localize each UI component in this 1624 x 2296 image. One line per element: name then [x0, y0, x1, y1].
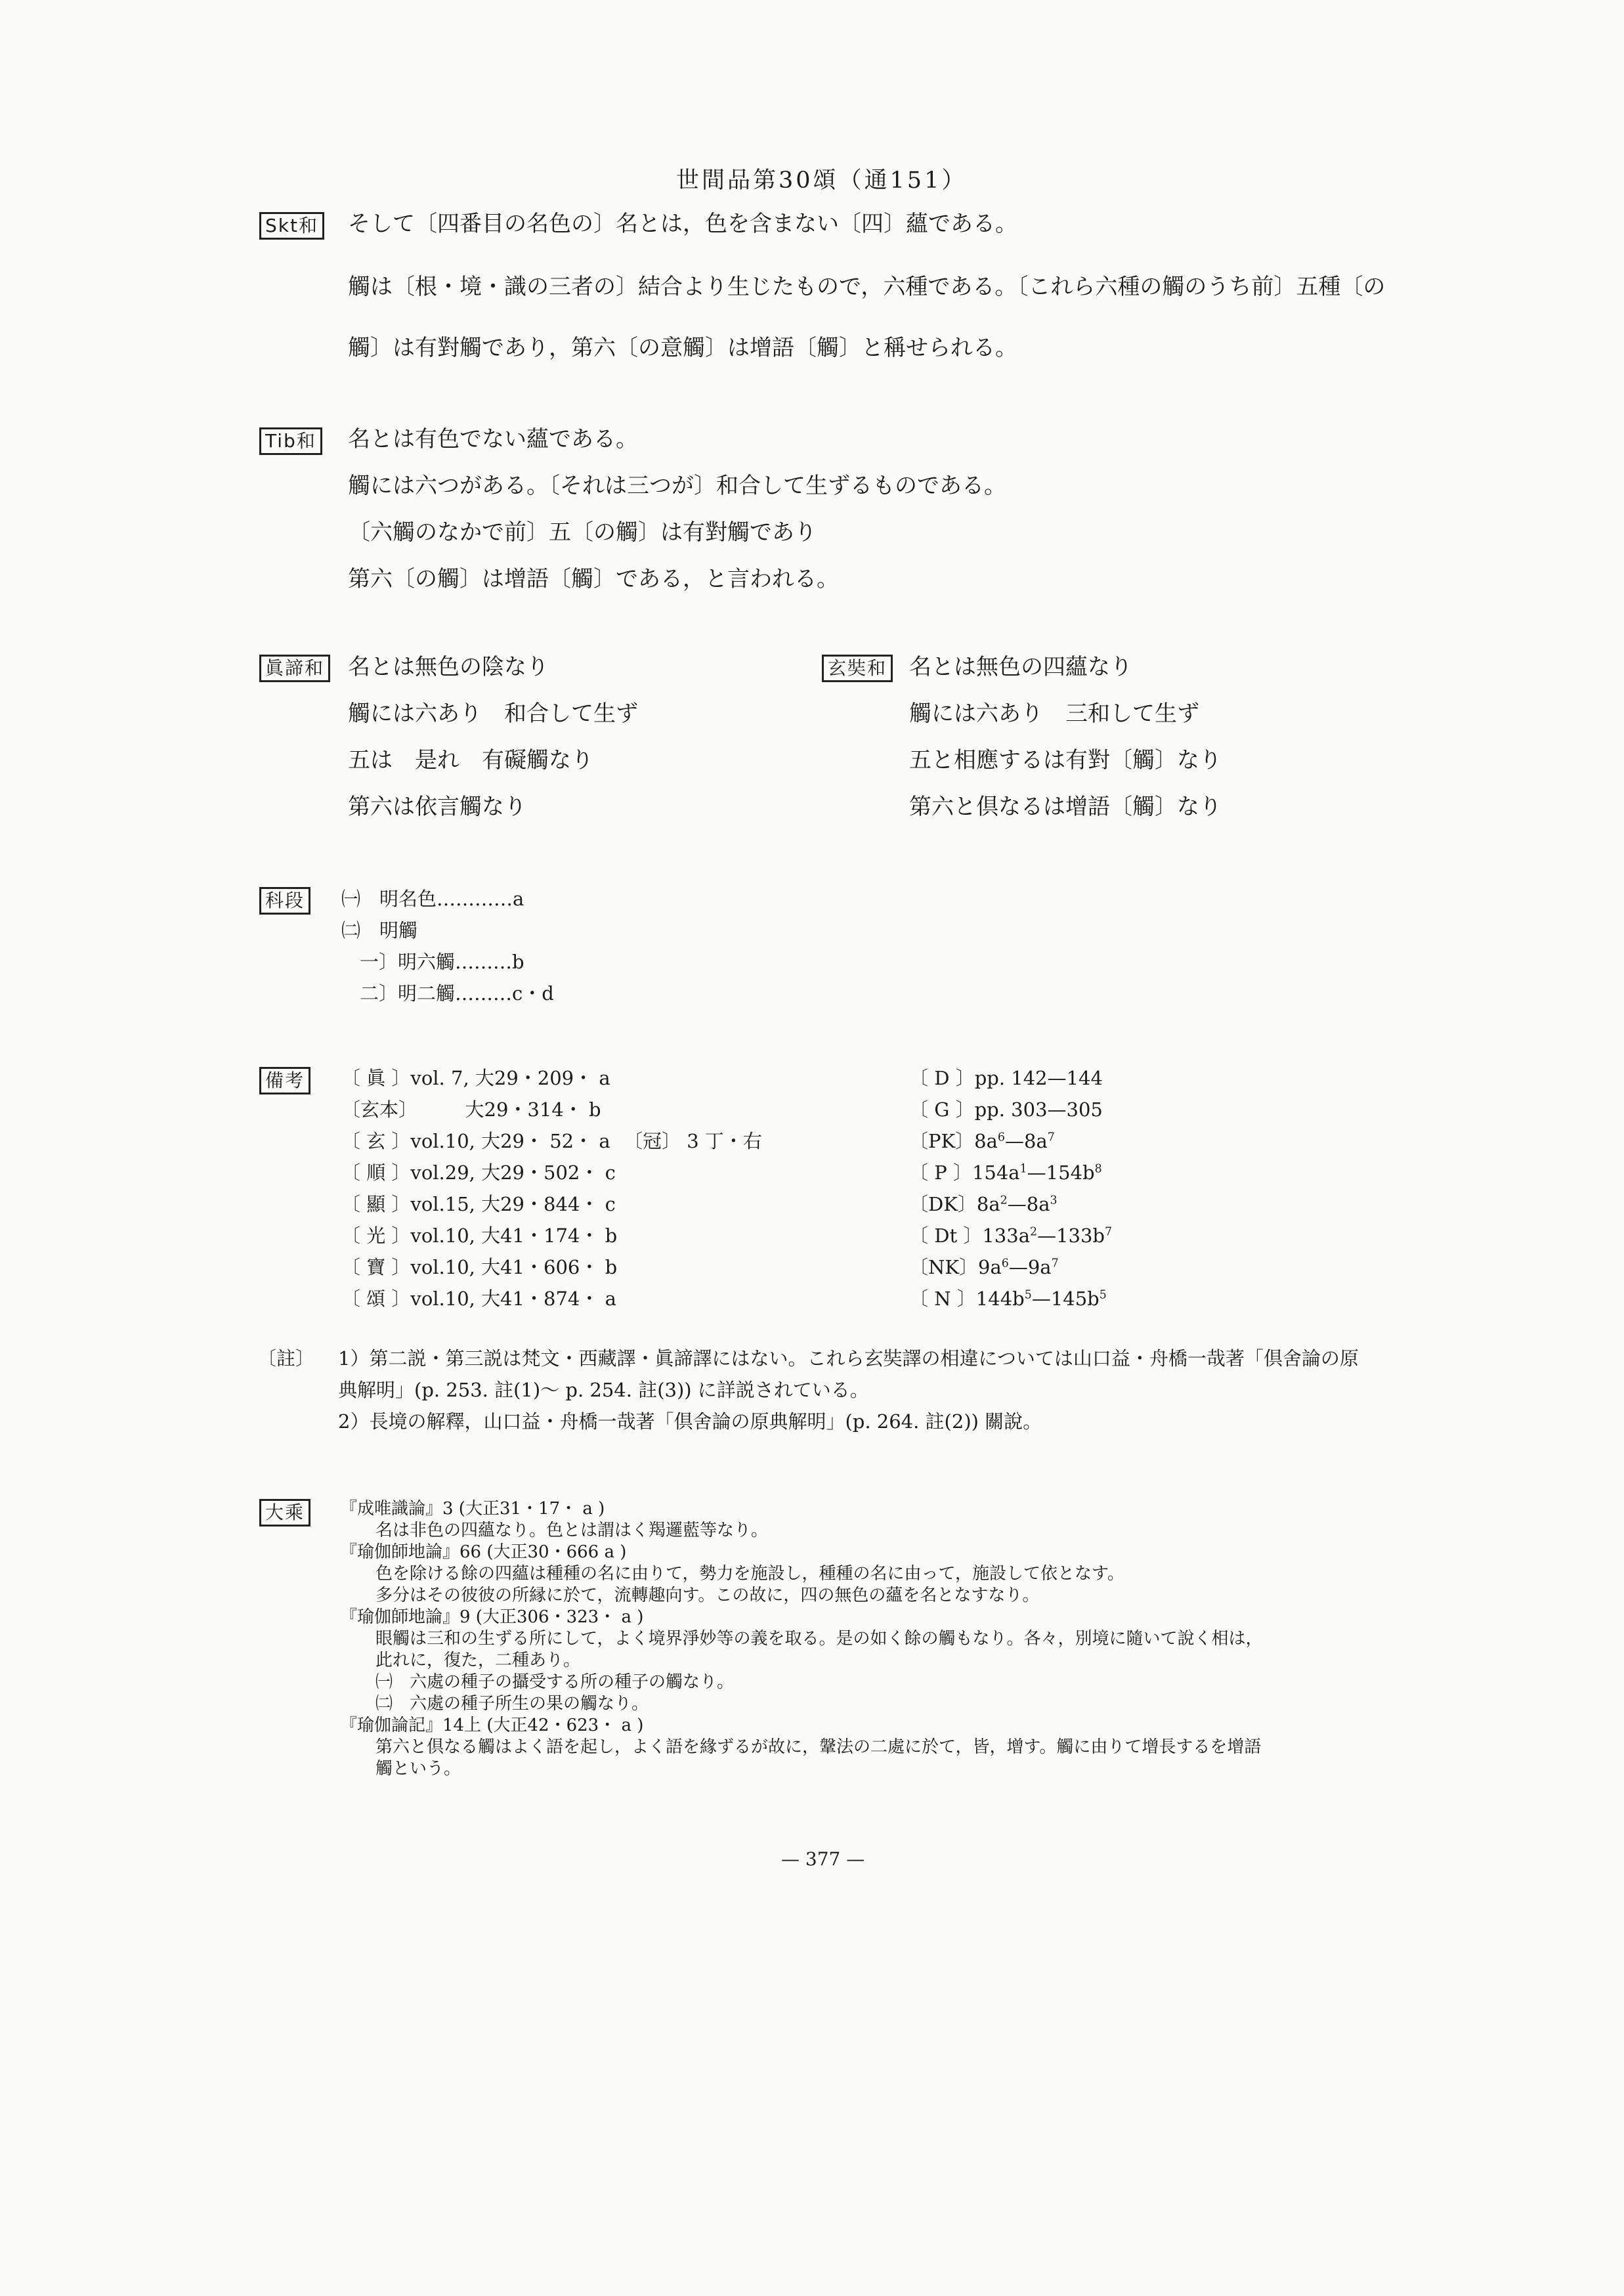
biko-left-1: 〔 眞 〕vol. 7, 大29・209・ a	[341, 1067, 610, 1089]
xuanzang-line-2: 觸には六あり 三和して生ず	[909, 701, 1199, 727]
taijo-line: 『瑜伽師地論』9 (大正306・323・ a )	[340, 1607, 644, 1627]
taijo-line: ㈠ 六處の種子の攝受する所の種子の觸なり。	[375, 1672, 735, 1692]
taijo-line: 觸という。	[375, 1759, 461, 1779]
xuanzang-line-4: 第六と倶なるは增語〔觸〕なり	[909, 794, 1222, 820]
kedan-line-3: 一〕明六觸………b	[360, 951, 524, 973]
note-line-1: 1）第二説・第三説は梵文・西藏譯・眞諦譯にはない。これら玄奘譯の相違については山口益・舟橋一哉著「倶舍論の原	[338, 1347, 1359, 1370]
skt-line-1: そして〔四番目の名色の〕名とは，色を含まない〔四〕蘊である。	[348, 211, 1017, 237]
biko-right-5: 〔DK〕$8a^2—8a^3$	[909, 1193, 1058, 1215]
zhendi-line-3: 五は 是れ 有礙觸なり	[348, 747, 593, 773]
taijo-line: 色を除ける餘の四蘊は種種の名に由りて，勢力を施設し，種種の名に由って，施設して依となす。	[375, 1564, 1124, 1584]
kedan-line-4: 二〕明二觸………c・d	[360, 982, 554, 1005]
taijo-line: 『瑜伽論記』14上 (大正42・623・ a )	[340, 1716, 644, 1735]
skt-label: Skt和	[259, 212, 324, 240]
zhendi-line-4: 第六は依言觸なり	[348, 794, 526, 820]
taijo-line: ㈡ 六處の種子所生の果の觸なり。	[375, 1694, 649, 1714]
kedan-line-2: ㈡ 明觸	[341, 919, 418, 942]
biko-left-7: 〔 寶 〕vol.10, 大41・606・ b	[341, 1256, 618, 1278]
biko-guan: 〔冠〕 3 丁・右	[624, 1130, 762, 1152]
taijo-line: 『成唯識論』3 (大正31・17・ a )	[340, 1499, 605, 1519]
biko-right-8: 〔 N 〕$144b^5—145b^5$	[909, 1288, 1107, 1310]
biko-left-4: 〔 順 〕vol.29, 大29・502・ c	[341, 1161, 616, 1184]
zhendi-line-2: 觸には六あり 和合して生ず	[348, 701, 638, 727]
biko-left-6: 〔 光 〕vol.10, 大41・174・ b	[341, 1224, 618, 1247]
xuanzang-label: 玄奘和	[822, 655, 893, 682]
taijo-label: 大乘	[259, 1499, 310, 1527]
note-line-3: 2）長境の解釋，山口益・舟橋一哉著「倶舍論の原典解明」(p. 264. 註(2)) 關說。	[338, 1410, 1042, 1433]
notes-label: 〔註〕	[257, 1347, 315, 1370]
taijo-line: 名は非色の四蘊なり。色とは謂はく羯邏藍等なり。	[375, 1521, 769, 1540]
tib-line-4: 第六〔の觸〕は增語〔觸〕である，と言われる。	[348, 566, 839, 592]
xuanzang-line-3: 五と相應するは有對〔觸〕なり	[909, 747, 1222, 773]
taijo-line: 此れに，復た，二種あり。	[375, 1651, 581, 1670]
tib-label: Tib和	[259, 427, 322, 455]
biko-left-2: 〔玄本〕 大29・314・ b	[341, 1098, 601, 1121]
zhendi-label: 眞諦和	[259, 655, 330, 682]
kedan-label: 科段	[259, 887, 310, 915]
xuanzang-line-1: 名とは無色の四蘊なり	[909, 654, 1132, 680]
tib-line-3: 〔六觸のなかで前〕五〔の觸〕は有對觸であり	[348, 519, 817, 546]
biko-left-8: 〔 頌 〕vol.10, 大41・874・ a	[341, 1288, 616, 1310]
biko-left-3: 〔 玄 〕vol.10, 大29・ 52・ a	[341, 1130, 610, 1152]
taijo-line: 多分はその彼彼の所縁に於て，流轉趣向す。この故に，四の無色の蘊を名となすなり。	[375, 1586, 1040, 1605]
biko-right-1: 〔 D 〕pp. 142—144	[909, 1067, 1103, 1089]
biko-label: 備考	[259, 1067, 310, 1094]
biko-right-2: 〔 G 〕pp. 303—305	[909, 1098, 1103, 1121]
page-title: 世間品第30頌（通151）	[676, 167, 968, 194]
skt-line-2: 觸は〔根・境・識の三者の〕結合より生じたもので，六種である。〔これら六種の觸のうち前〕五種〔の	[348, 274, 1386, 300]
taijo-line: 眼觸は三和の生ずる所にして，よく境界淨妙等の義を取る。是の如く餘の觸もなり。各々，別境に隨いて說く相は，	[375, 1629, 1263, 1649]
note-line-2: 典解明」(p. 253. 註(1)～ p. 254. 註(3)) に詳説されている。	[338, 1379, 869, 1401]
biko-right-3: 〔PK〕$8a^6—8a^7$	[909, 1130, 1055, 1152]
taijo-line: 『瑜伽師地論』66 (大正30・666 a )	[340, 1542, 627, 1562]
tib-line-1: 名とは有色でない蘊である。	[348, 426, 638, 452]
biko-right-4: 〔 P 〕$154a^1—154b^8$	[909, 1161, 1102, 1184]
page-number: — 377 —	[781, 1848, 865, 1870]
biko-left-5: 〔 顯 〕vol.15, 大29・844・ c	[341, 1193, 616, 1215]
biko-right-7: 〔NK〕$9a^6—9a^7$	[909, 1256, 1059, 1278]
tib-line-2: 觸には六つがある。〔それは三つが〕和合して生ずるものである。	[348, 473, 1006, 499]
taijo-line: 第六と倶なる觸はよく語を起し，よく語を緣ずるが故に，鞶法の二處に於て，皆，增す。觸に由りて增長するを增語	[375, 1737, 1262, 1757]
zhendi-line-1: 名とは無色の陰なり	[348, 654, 549, 680]
biko-right-6: 〔 Dt 〕$133a^2—133b^7$	[909, 1224, 1113, 1247]
kedan-line-1: ㈠ 明名色…………a	[341, 888, 524, 910]
skt-line-3: 觸〕は有對觸であり，第六〔の意觸〕は增語〔觸〕と稱せられる。	[348, 335, 1017, 361]
